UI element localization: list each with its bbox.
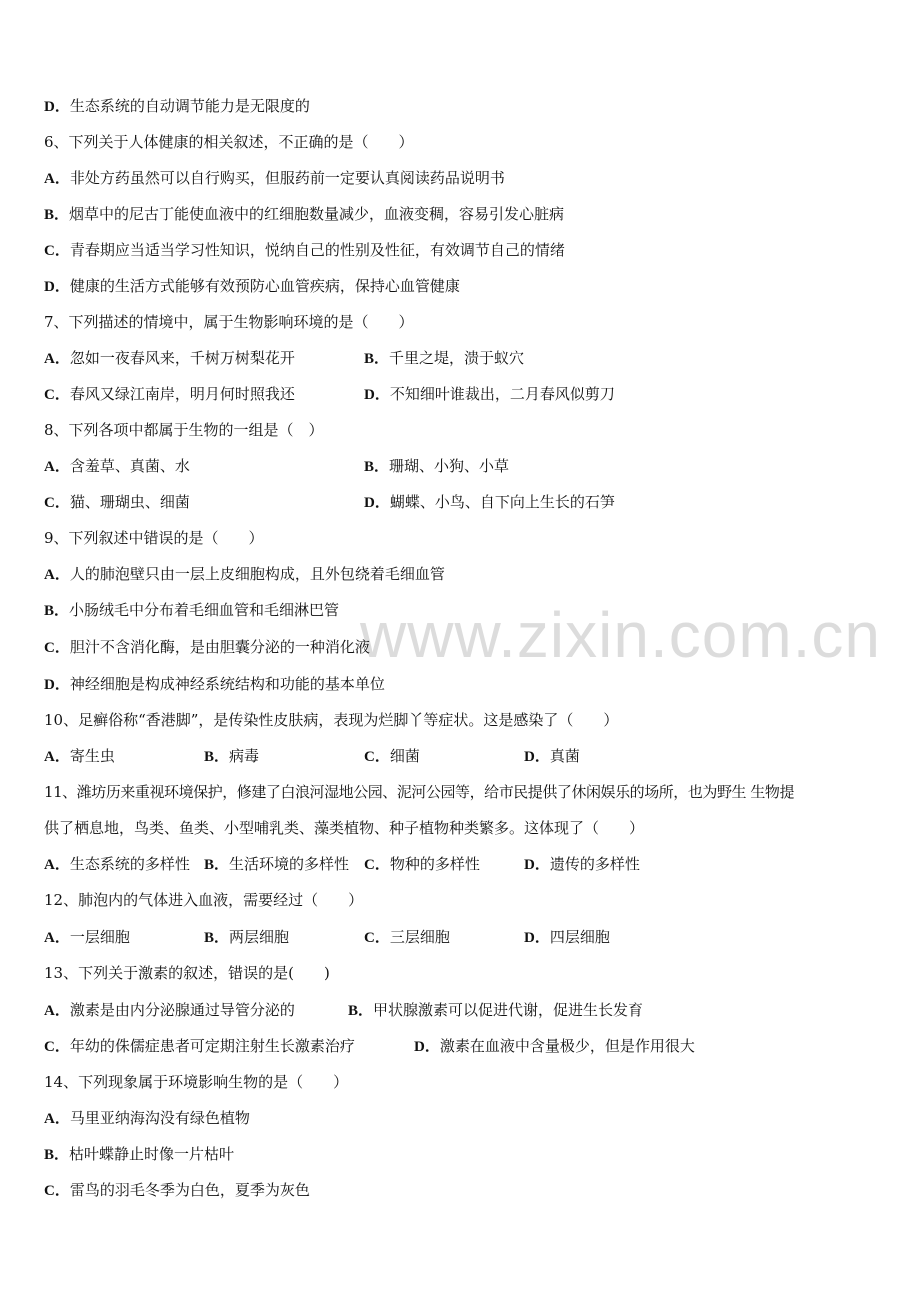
- q12-stem: 12、肺泡内的气体进入血液，需要经过（ ）: [44, 891, 364, 909]
- option-text: 烟草中的尼古丁能使血液中的红细胞数量减少，血液变稠，容易引发心脏病: [69, 205, 565, 223]
- option-letter: B．: [364, 351, 390, 367]
- q12-option-d: [524, 927, 610, 948]
- option-text: 病毒: [229, 747, 260, 765]
- option-text: 千里之堤，溃于蚁穴: [389, 349, 525, 367]
- q8-option-a: [44, 456, 190, 477]
- option-text: 年幼的侏儒症患者可定期注射生长激素治疗: [69, 1037, 355, 1055]
- option-letter: C．: [44, 495, 70, 511]
- option-letter: D．: [44, 99, 70, 115]
- watermark: www.zixin.com.cn: [360, 599, 881, 671]
- q10-option-a: [44, 746, 115, 767]
- q10-stem: 10、足癣俗称“香港脚”，是传染性皮肤病，表现为烂脚丫等症状。这是感染了（ ）: [44, 711, 619, 729]
- option-letter: B．: [44, 1147, 70, 1163]
- q7-option-d: [364, 384, 615, 405]
- q6-option-b: [44, 204, 900, 225]
- q11-option-c: [364, 854, 480, 875]
- option-text: 非处方药虽然可以自行购买，但服药前一定要认真阅读药品说明书: [69, 169, 505, 187]
- option-letter: D．: [44, 677, 70, 693]
- option-letter: A．: [44, 171, 70, 187]
- q10-option-b: [204, 746, 259, 767]
- q14-stem: 14、下列现象属于环境影响生物的是（ ）: [44, 1073, 349, 1091]
- q6-stem: 6、下列关于人体健康的相关叙述，不正确的是（ ）: [44, 133, 414, 151]
- option-letter: C．: [44, 1183, 70, 1199]
- option-text: 三层细胞: [389, 928, 450, 946]
- q13-option-c: [44, 1036, 355, 1057]
- q12-option-c: [364, 927, 450, 948]
- option-letter: A．: [44, 930, 70, 946]
- option-letter: B．: [44, 603, 70, 619]
- q8-option-b: [364, 456, 509, 477]
- option-text: 枯叶蝶静止时像一片枯叶: [69, 1145, 235, 1163]
- option-text: 激素在血液中含量极少，但是作用很大: [439, 1037, 695, 1055]
- q6-option-a: [44, 168, 900, 189]
- option-text: 青春期应当适当学习性知识，悦纳自己的性别及性征，有效调节自己的情绪: [69, 241, 565, 259]
- option-letter: A．: [44, 351, 70, 367]
- q9-option-a: [44, 564, 900, 585]
- q14-option-a: [44, 1108, 900, 1129]
- option-text: 人的肺泡壁只由一层上皮细胞构成，且外包绕着毛细血管: [69, 565, 445, 583]
- option-letter: D．: [524, 857, 550, 873]
- option-letter: B．: [204, 749, 230, 765]
- option-text: 含羞草、真菌、水: [69, 457, 190, 475]
- q5-option-d: [44, 96, 900, 117]
- option-text: 小肠绒毛中分布着毛细血管和毛细淋巴管: [69, 601, 340, 619]
- option-letter: C．: [44, 387, 70, 403]
- option-text: 生态系统的多样性: [69, 855, 190, 873]
- option-text: 两层细胞: [229, 928, 290, 946]
- option-text: 蝴蝶、小鸟、自下向上生长的石笋: [389, 493, 615, 511]
- option-letter: B．: [44, 207, 70, 223]
- q7-option-c: [44, 384, 295, 405]
- option-letter: D．: [364, 387, 390, 403]
- q6-option-d: [44, 276, 900, 297]
- option-letter: C．: [364, 930, 390, 946]
- option-letter: A．: [44, 1111, 70, 1127]
- option-letter: A．: [44, 749, 70, 765]
- option-text: 马里亚纳海沟没有绿色植物: [69, 1109, 250, 1127]
- option-text: 珊瑚、小狗、小草: [389, 457, 510, 475]
- q11-stem-line-2: 供了栖息地，鸟类、鱼类、小型哺乳类、藻类植物、种子植物种类繁多。这体现了（ ）: [44, 819, 645, 837]
- option-text: 物种的多样性: [389, 855, 480, 873]
- q14-option-c: [44, 1180, 900, 1201]
- option-letter: C．: [44, 640, 70, 656]
- option-text: 健康的生活方式能够有效预防心血管疾病，保持心血管健康: [69, 277, 460, 295]
- q13-option-b: [348, 1000, 643, 1021]
- option-letter: A．: [44, 1003, 70, 1019]
- q7-option-a: [44, 348, 295, 369]
- option-letter: A．: [44, 459, 70, 475]
- option-text: 神经细胞是构成神经系统结构和功能的基本单位: [69, 675, 385, 693]
- option-text: 猫、珊瑚虫、细菌: [69, 493, 190, 511]
- q9-option-d: [44, 674, 900, 695]
- option-letter: A．: [44, 857, 70, 873]
- q9-option-b: [44, 600, 900, 621]
- q11-stem-line-1: 11、潍坊历来重视环境保护，修建了白浪河湿地公园、泥河公园等，给市民提供了休闲娱乐的场所，也为野生 生物提: [44, 783, 795, 801]
- option-text: 忽如一夜春风来，千树万树梨花开: [69, 349, 295, 367]
- option-letter: C．: [44, 243, 70, 259]
- q9-option-c: [44, 637, 900, 658]
- option-text: 生活环境的多样性: [229, 855, 350, 873]
- option-letter: C．: [364, 857, 390, 873]
- q14-option-b: [44, 1144, 900, 1165]
- q6-option-c: [44, 240, 900, 261]
- option-text: 遗传的多样性: [549, 855, 640, 873]
- q11-option-d: [524, 854, 640, 875]
- q13-option-d: [414, 1036, 695, 1057]
- q11-option-b: [204, 854, 349, 875]
- option-text: 生态系统的自动调节能力是无限度的: [69, 97, 310, 115]
- option-letter: D．: [414, 1039, 440, 1055]
- option-letter: D．: [524, 930, 550, 946]
- option-letter: B．: [348, 1003, 374, 1019]
- option-text: 不知细叶谁裁出，二月春风似剪刀: [389, 385, 615, 403]
- q8-option-c: [44, 492, 190, 513]
- option-text: 寄生虫: [69, 747, 115, 765]
- option-text: 一层细胞: [69, 928, 130, 946]
- q12-option-a: [44, 927, 130, 948]
- q13-stem: 13、下列关于激素的叙述，错误的是( ): [44, 964, 330, 982]
- option-text: 雷鸟的羽毛冬季为白色，夏季为灰色: [69, 1181, 310, 1199]
- q11-option-a: [44, 854, 190, 875]
- option-text: 细菌: [389, 747, 420, 765]
- option-text: 四层细胞: [549, 928, 610, 946]
- option-text: 真菌: [549, 747, 580, 765]
- option-letter: C．: [44, 1039, 70, 1055]
- option-text: 甲状腺激素可以促进代谢，促进生长发育: [373, 1001, 644, 1019]
- q8-option-d: [364, 492, 615, 513]
- option-letter: D．: [44, 279, 70, 295]
- q12-option-b: [204, 927, 289, 948]
- option-letter: D．: [364, 495, 390, 511]
- q7-option-b: [364, 348, 524, 369]
- option-letter: B．: [204, 930, 230, 946]
- option-text: 激素是由内分泌腺通过导管分泌的: [69, 1001, 295, 1019]
- option-letter: D．: [524, 749, 550, 765]
- option-letter: A．: [44, 567, 70, 583]
- q10-option-c: [364, 746, 420, 767]
- option-text: 春风又绿江南岸，明月何时照我还: [69, 385, 295, 403]
- option-text: 胆汁不含消化酶，是由胆囊分泌的一种消化液: [69, 638, 370, 656]
- q9-stem: 9、下列叙述中错误的是（ ）: [44, 529, 264, 547]
- option-letter: C．: [364, 749, 390, 765]
- q13-option-a: [44, 1000, 295, 1021]
- option-letter: B．: [204, 857, 230, 873]
- q8-stem: 8、下列各项中都属于生物的一组是（ ）: [44, 421, 324, 439]
- option-letter: B．: [364, 459, 390, 475]
- q7-stem: 7、下列描述的情境中，属于生物影响环境的是（ ）: [44, 313, 414, 331]
- q10-option-d: [524, 746, 580, 767]
